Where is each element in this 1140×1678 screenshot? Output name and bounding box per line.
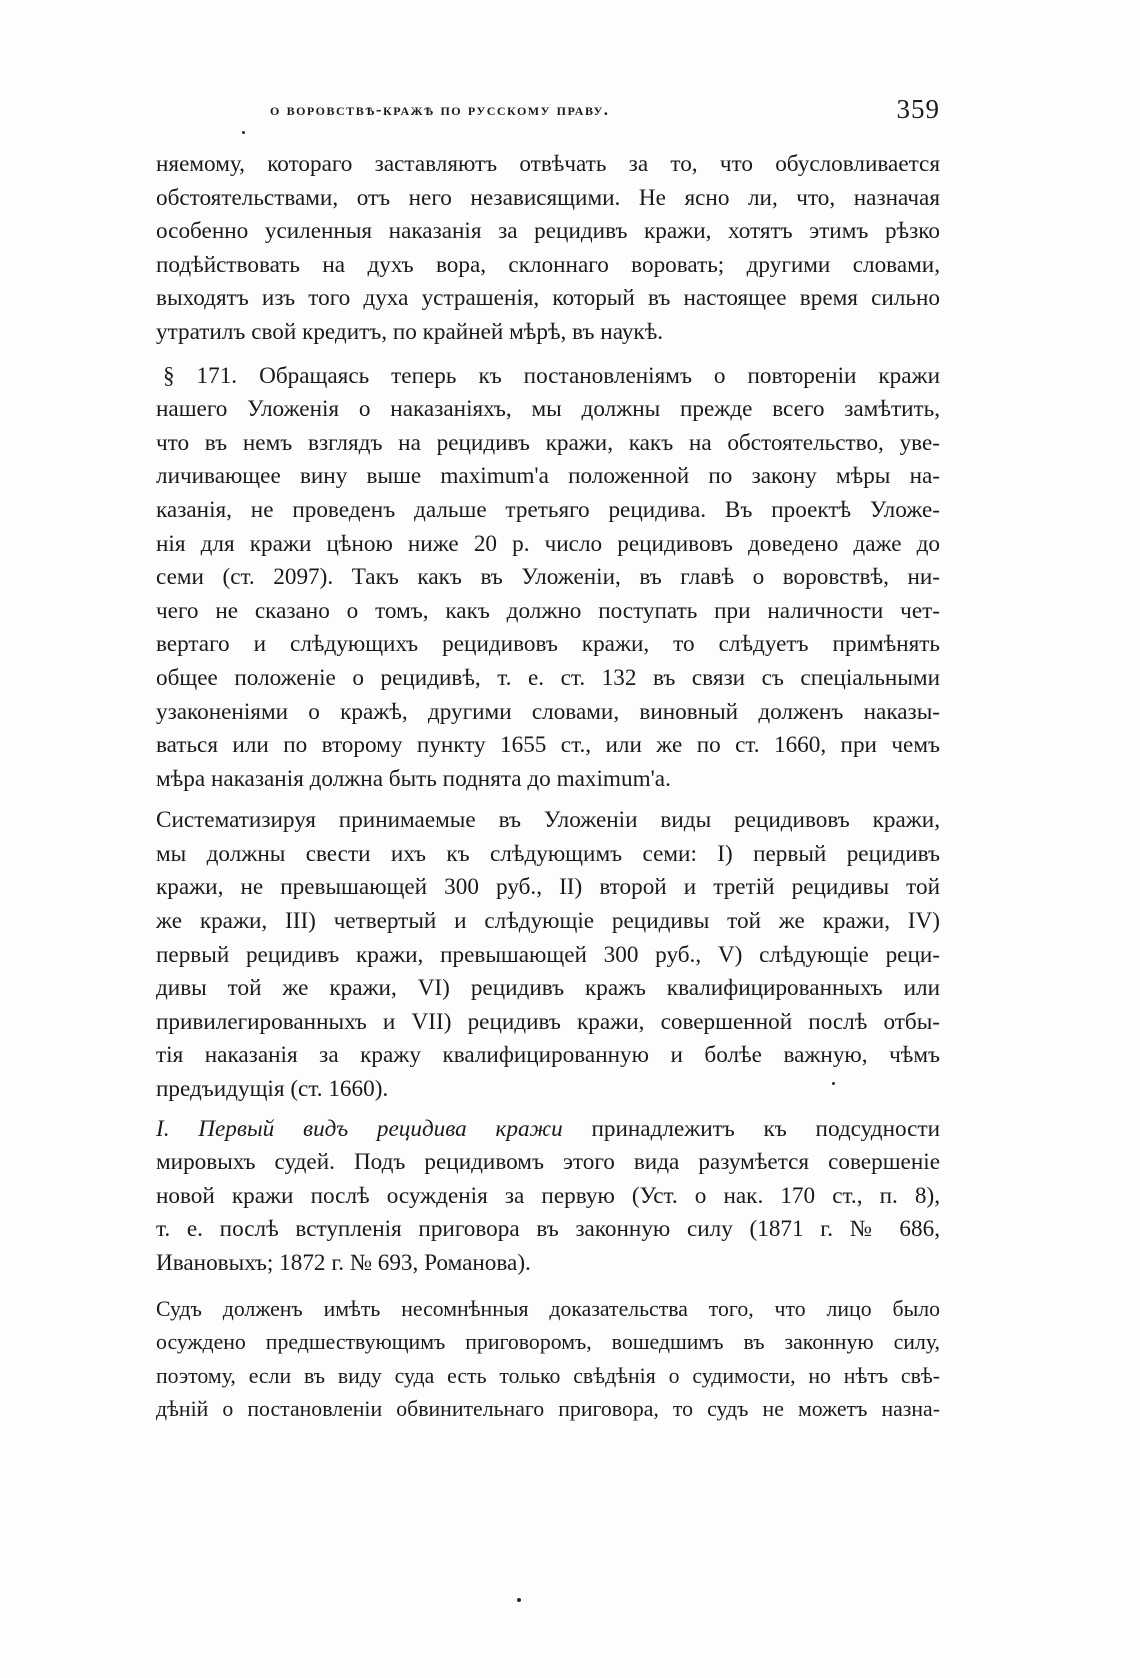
text-line: нія для кражи цѣною ниже 20 р. число рецидивовъ доведено даже до bbox=[156, 530, 940, 557]
text-line: утратилъ свой кредитъ, по крайней мѣрѣ, въ наукѣ. bbox=[156, 318, 664, 345]
text-line: особенно усиленныя наказанія за рецидивъ кражи, хотятъ этимъ рѣзко bbox=[156, 218, 940, 245]
ink-speck bbox=[517, 1598, 521, 1602]
text-line: Систематизируя принимаемые въ Уложеніи виды рецидивовъ кражи, bbox=[156, 807, 940, 834]
text-line: тія наказанія за кражу квалифицированную и болѣе важную, чѣмъ bbox=[156, 1042, 940, 1069]
text-line: предъидущія (ст. 1660). bbox=[156, 1076, 389, 1103]
running-head bbox=[150, 94, 950, 128]
text-line: семи (ст. 2097). Такъ какъ въ Уложеніи, въ главѣ о воровствѣ, ни- bbox=[156, 564, 940, 591]
text-line: дѣній о постановленіи обвинительнаго приговора, то судъ не можетъ назна- bbox=[156, 1397, 940, 1422]
text-line: поэтому, если въ виду суда есть только свѣдѣнія о судимости, но нѣтъ свѣ- bbox=[156, 1363, 940, 1388]
text-line: обстоятельствами, отъ него независящими. Не ясно ли, что, назначая bbox=[156, 184, 940, 211]
paragraph-4 bbox=[156, 1113, 940, 1281]
text-line: кражи, не превышающей 300 руб., II) второй и третій рецидивы той bbox=[156, 874, 940, 901]
text-line: подѣйствовать на духъ вора, склоннаго воровать; другими словами, bbox=[156, 251, 940, 278]
paragraph-5 bbox=[156, 1293, 940, 1427]
text-line: мѣра наказанія должна быть поднята до maximum'а. bbox=[156, 765, 671, 792]
text-line: же кражи, III) четвертый и слѣдующіе рецидивы той же кражи, IV) bbox=[156, 908, 940, 935]
text-line: дивы той же кражи, VI) рецидивъ кражъ квалифицированныхъ или bbox=[156, 975, 940, 1002]
text-line: что въ немъ взглядъ на рецидивъ кражи, какъ на обстоятельство, уве- bbox=[156, 429, 940, 456]
text-line: привилегированныхъ и VII) рецидивъ кражи, совершенной послѣ отбы- bbox=[156, 1008, 940, 1035]
paragraph-3 bbox=[156, 804, 940, 1106]
text-line: § 171. Обращаясь теперь къ постановленіямъ о повтореніи кражи bbox=[162, 362, 940, 389]
text-line: чего не сказано о томъ, какъ должно поступать при наличности чет- bbox=[156, 597, 940, 624]
text-line: узаконеніями о кражѣ, другими словами, виновный долженъ наказы- bbox=[156, 698, 940, 725]
text-line: общее положеніе о рецидивѣ, т. е. ст. 132 въ связи съ спеціальными bbox=[156, 664, 940, 691]
ink-speck bbox=[242, 131, 245, 134]
text-line: мировыхъ судей. Подъ рецидивомъ этого вида разумѣется совершеніе bbox=[156, 1149, 940, 1176]
paragraph-1 bbox=[156, 148, 940, 350]
text-line bbox=[156, 1113, 940, 1147]
page-number: 359 bbox=[896, 94, 940, 124]
text-line: Ивановыхъ; 1872 г. № 693, Романова). bbox=[156, 1250, 531, 1276]
text-line: нашего Уложенія о наказаніяхъ, мы должны прежде всего замѣтить, bbox=[156, 396, 940, 423]
section-heading: I. Первый видъ рецидива кражи bbox=[156, 1115, 563, 1142]
text-line: первый рецидивъ кражи, превышающей 300 руб., V) слѣдующіе реци- bbox=[156, 941, 940, 968]
text-line: осуждено предшествующимъ приговоромъ, вошедшимъ въ законную силу, bbox=[156, 1330, 940, 1355]
text-line: личивающее вину выше maximum'а положенной по закону мѣры на- bbox=[156, 463, 940, 490]
text-line: новой кражи послѣ осужденія за первую (Уст. о нак. 170 ст., п. 8), bbox=[156, 1182, 940, 1209]
text-line: казанія, не проведенъ дальше третьяго рецидива. Въ проектѣ Уложе- bbox=[156, 496, 940, 523]
text-line: вертаго и слѣдующихъ рецидивовъ кражи, то слѣдуетъ примѣнять bbox=[156, 631, 940, 658]
text-line: ваться или по второму пункту 1655 ст., или же по ст. 1660, при чемъ bbox=[156, 732, 940, 759]
text-line: Судъ долженъ имѣть несомнѣнныя доказательства того, что лицо было bbox=[156, 1296, 940, 1321]
text-line: мы должны свести ихъ къ слѣдующимъ семи: I) первый рецидивъ bbox=[156, 840, 940, 867]
body-text bbox=[156, 148, 940, 1427]
text-line: т. е. послѣ вступленія приговора въ законную силу (1871 г. № 686, bbox=[156, 1216, 940, 1243]
running-title: о воровствѣ-кражѣ по русскому праву. bbox=[270, 100, 610, 119]
text-line: выходятъ изъ того духа устрашенія, который въ настоящее время сильно bbox=[156, 285, 940, 312]
paragraph-2 bbox=[156, 360, 940, 797]
text-fragment: принадлежитъ къ подсудности bbox=[562, 1115, 940, 1142]
text-line: няемому, котораго заставляютъ отвѣчать за то, что обусловливается bbox=[156, 151, 940, 177]
